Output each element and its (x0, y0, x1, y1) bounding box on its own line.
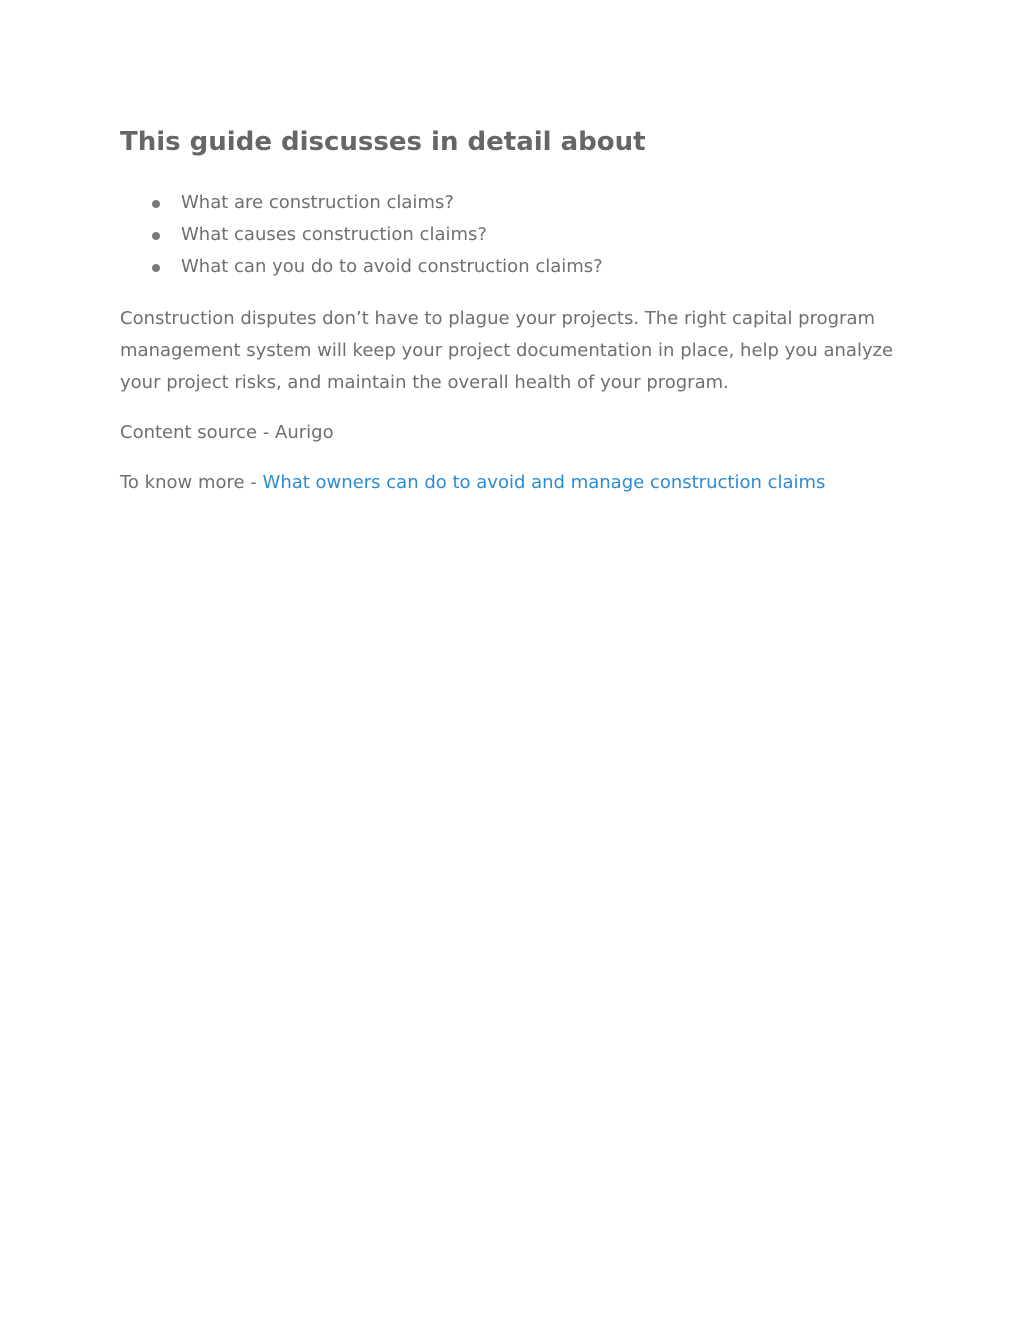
body-paragraph: Construction disputes don’t have to plague your projects. The right capital program management system will keep your project documentation in place, help you analyze your project risks, and maintain the overall health of your program. (120, 308, 894, 393)
bullet-icon (152, 232, 160, 240)
document-page (120, 123, 920, 499)
list-item-text: What causes construction claims? (181, 224, 487, 245)
list-item (120, 187, 920, 219)
list-item (120, 251, 920, 283)
page-title: This guide discusses in detail about (120, 127, 646, 157)
know-more-link[interactable]: What owners can do to avoid and manage construction claims (262, 472, 826, 493)
know-more-line (120, 467, 920, 499)
bullet-icon (152, 200, 160, 208)
know-more-prefix: To know more - (120, 472, 263, 493)
list-item-text: What are construction claims? (181, 192, 454, 213)
content-source: Content source - Aurigo (120, 422, 334, 443)
bullet-icon (152, 264, 160, 272)
list-item (120, 219, 920, 251)
topic-list (120, 187, 920, 283)
list-item-text: What can you do to avoid construction claims? (181, 256, 603, 277)
